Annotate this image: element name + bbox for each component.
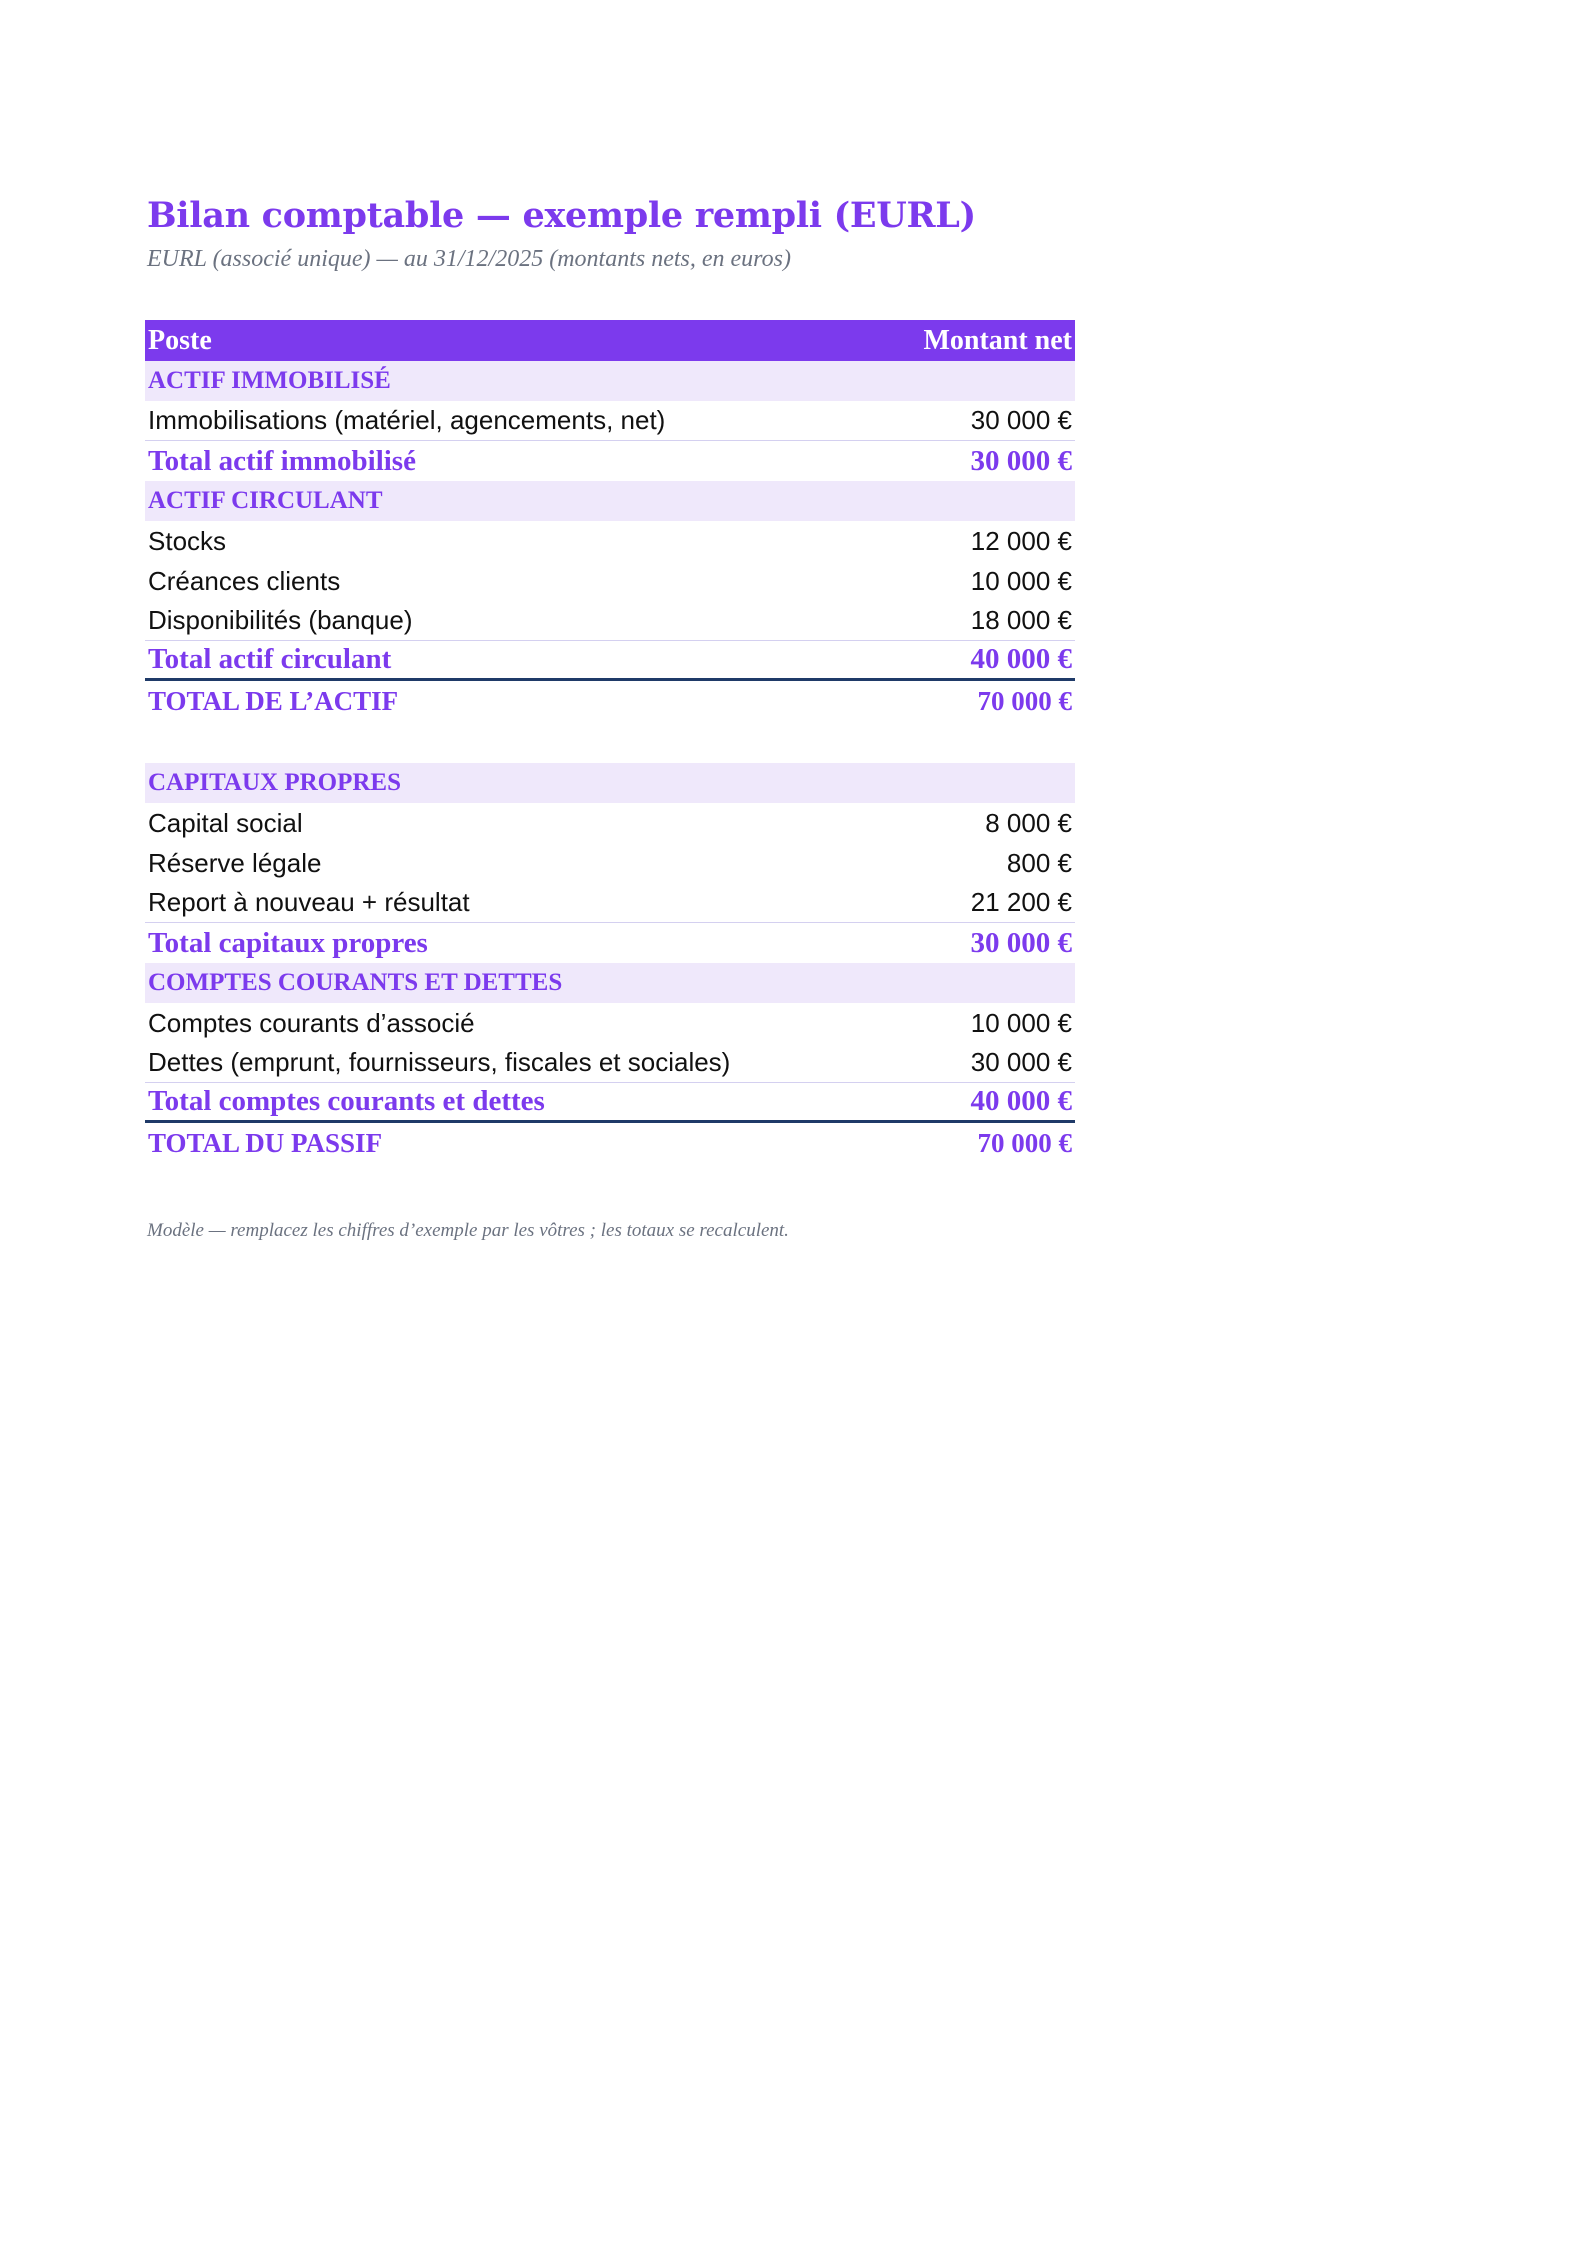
subtotal-label: Total actif immobilisé — [148, 444, 416, 477]
row-label: Report à nouveau + résultat — [148, 887, 470, 917]
row-label: Stocks — [148, 525, 227, 556]
row-label: Immobilisations (matériel, agencements, net) — [148, 405, 666, 435]
subtotal-amount: 40 000 € — [970, 643, 1072, 675]
subtotal-row-actif-circulant — [145, 641, 1075, 681]
row-amount: 10 000 € — [970, 1007, 1072, 1038]
row-amount: 30 000 € — [970, 405, 1072, 435]
row-label: Dettes (emprunt, fournisseurs, fiscales et sociales) — [148, 1047, 731, 1077]
section-label: ACTIF IMMOBILISÉ — [148, 367, 391, 394]
subtotal-row-capitaux-propres — [145, 923, 1075, 963]
section-label: ACTIF CIRCULANT — [148, 487, 383, 514]
table-row — [145, 521, 1075, 561]
table-row — [145, 1043, 1075, 1083]
table-header-row — [145, 320, 1075, 361]
page-subtitle: EURL (associé unique) — au 31/12/2025 (montants nets, en euros) — [147, 246, 791, 272]
row-label: Capital social — [148, 807, 303, 838]
grand-total-label: TOTAL DE L’ACTIF — [148, 685, 399, 716]
column-header-poste: Poste — [148, 324, 212, 356]
section-label: COMPTES COURANTS ET DETTES — [148, 969, 563, 996]
section-header-actif-circulant — [145, 481, 1075, 521]
column-header-montant: Montant net — [923, 324, 1072, 356]
row-amount: 8 000 € — [985, 807, 1072, 838]
row-label: Réserve légale — [148, 847, 322, 878]
subtotal-row-actif-immobilise — [145, 441, 1075, 481]
page-title: Bilan comptable — exemple rempli (EURL) — [147, 195, 976, 236]
subtotal-label: Total comptes courants et dettes — [148, 1085, 545, 1117]
table-row — [145, 883, 1075, 923]
grand-total-label: TOTAL DU PASSIF — [148, 1127, 383, 1158]
subtotal-amount: 30 000 € — [970, 926, 1072, 959]
table-row — [145, 1003, 1075, 1043]
subtotal-amount: 30 000 € — [970, 444, 1072, 477]
balance-sheet-table — [145, 320, 1075, 1163]
grand-total-amount: 70 000 € — [977, 1127, 1072, 1158]
section-header-comptes-courants-dettes — [145, 963, 1075, 1003]
subtotal-amount: 40 000 € — [970, 1085, 1072, 1117]
table-row — [145, 401, 1075, 441]
table-row — [145, 601, 1075, 641]
section-header-capitaux-propres — [145, 763, 1075, 803]
section-header-actif-immobilise — [145, 361, 1075, 401]
table-row — [145, 561, 1075, 601]
row-amount: 21 200 € — [970, 887, 1072, 917]
table-row — [145, 843, 1075, 883]
grand-total-row-passif — [145, 1123, 1075, 1163]
row-label: Comptes courants d’associé — [148, 1007, 475, 1038]
row-amount: 12 000 € — [970, 525, 1072, 556]
row-amount: 30 000 € — [970, 1047, 1072, 1077]
row-amount: 800 € — [1006, 847, 1072, 878]
subtotal-label: Total actif circulant — [148, 643, 392, 675]
subtotal-row-comptes-courants-dettes — [145, 1083, 1075, 1123]
row-label: Créances clients — [148, 565, 341, 596]
section-label: CAPITAUX PROPRES — [148, 769, 402, 796]
row-amount: 10 000 € — [970, 565, 1072, 596]
row-amount: 18 000 € — [970, 605, 1072, 635]
table-row — [145, 803, 1075, 843]
footer-note: Modèle — remplacez les chiffres d’exemple par les vôtres ; les totaux se recalculent. — [147, 1220, 789, 1241]
document-page — [145, 190, 1075, 1241]
section-spacer — [145, 721, 1075, 763]
subtotal-label: Total capitaux propres — [148, 926, 428, 959]
grand-total-row-actif — [145, 681, 1075, 721]
row-label: Disponibilités (banque) — [148, 605, 413, 635]
grand-total-amount: 70 000 € — [977, 685, 1072, 716]
